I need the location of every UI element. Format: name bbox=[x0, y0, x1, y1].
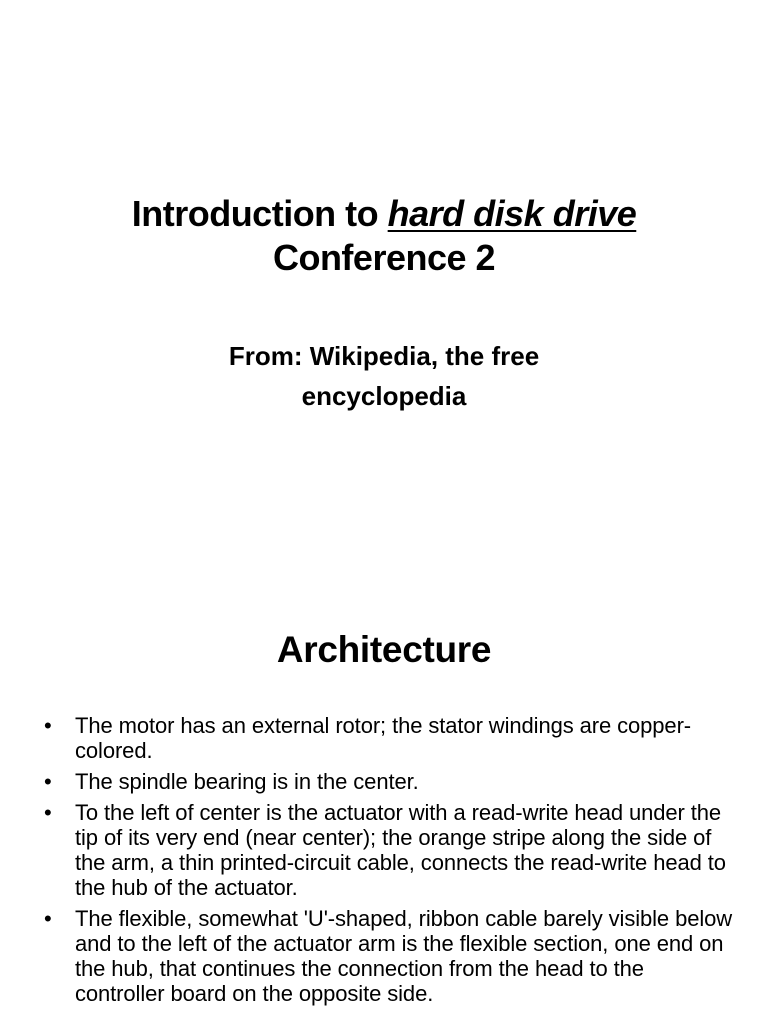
slide-subtitle bbox=[184, 336, 584, 416]
bullet-item bbox=[44, 800, 734, 900]
bullet-text: To the left of center is the actuator with a read-write head under the tip of its very end (near center); the orange stripe along the side of the arm, a thin printed-circuit cable, connects the read-write head to the hub of the actuator. bbox=[75, 800, 726, 900]
title-line-1 bbox=[0, 192, 768, 236]
bullet-text: The flexible, somewhat 'U'-shaped, ribbon cable barely visible below and to the left of the actuator arm is the flexible section, one end on the hub, that continues the connection from the head to the controller board on the opposite side. bbox=[75, 906, 733, 1006]
title-emphasis: hard disk drive bbox=[387, 193, 637, 234]
bullet-item bbox=[44, 906, 734, 1006]
subtitle-line-1: From: Wikipedia, the free bbox=[228, 341, 540, 371]
bullet-item bbox=[44, 713, 734, 763]
bullet-marker: • bbox=[44, 906, 52, 931]
bullet-text: The spindle bearing is in the center. bbox=[75, 769, 419, 794]
bullet-marker: • bbox=[44, 713, 52, 738]
bullet-list bbox=[44, 713, 734, 1012]
slide-title bbox=[0, 192, 768, 280]
bullet-item bbox=[44, 769, 734, 794]
section-heading: Architecture bbox=[276, 629, 492, 670]
bullet-text: The motor has an external rotor; the stator windings are copper-colored. bbox=[75, 713, 692, 763]
bullet-marker: • bbox=[44, 769, 52, 794]
title-prefix: Introduction to bbox=[131, 193, 388, 234]
title-line-2: Conference 2 bbox=[272, 237, 496, 278]
subtitle-line-2: encyclopedia bbox=[301, 381, 467, 411]
bullet-marker: • bbox=[44, 800, 52, 825]
